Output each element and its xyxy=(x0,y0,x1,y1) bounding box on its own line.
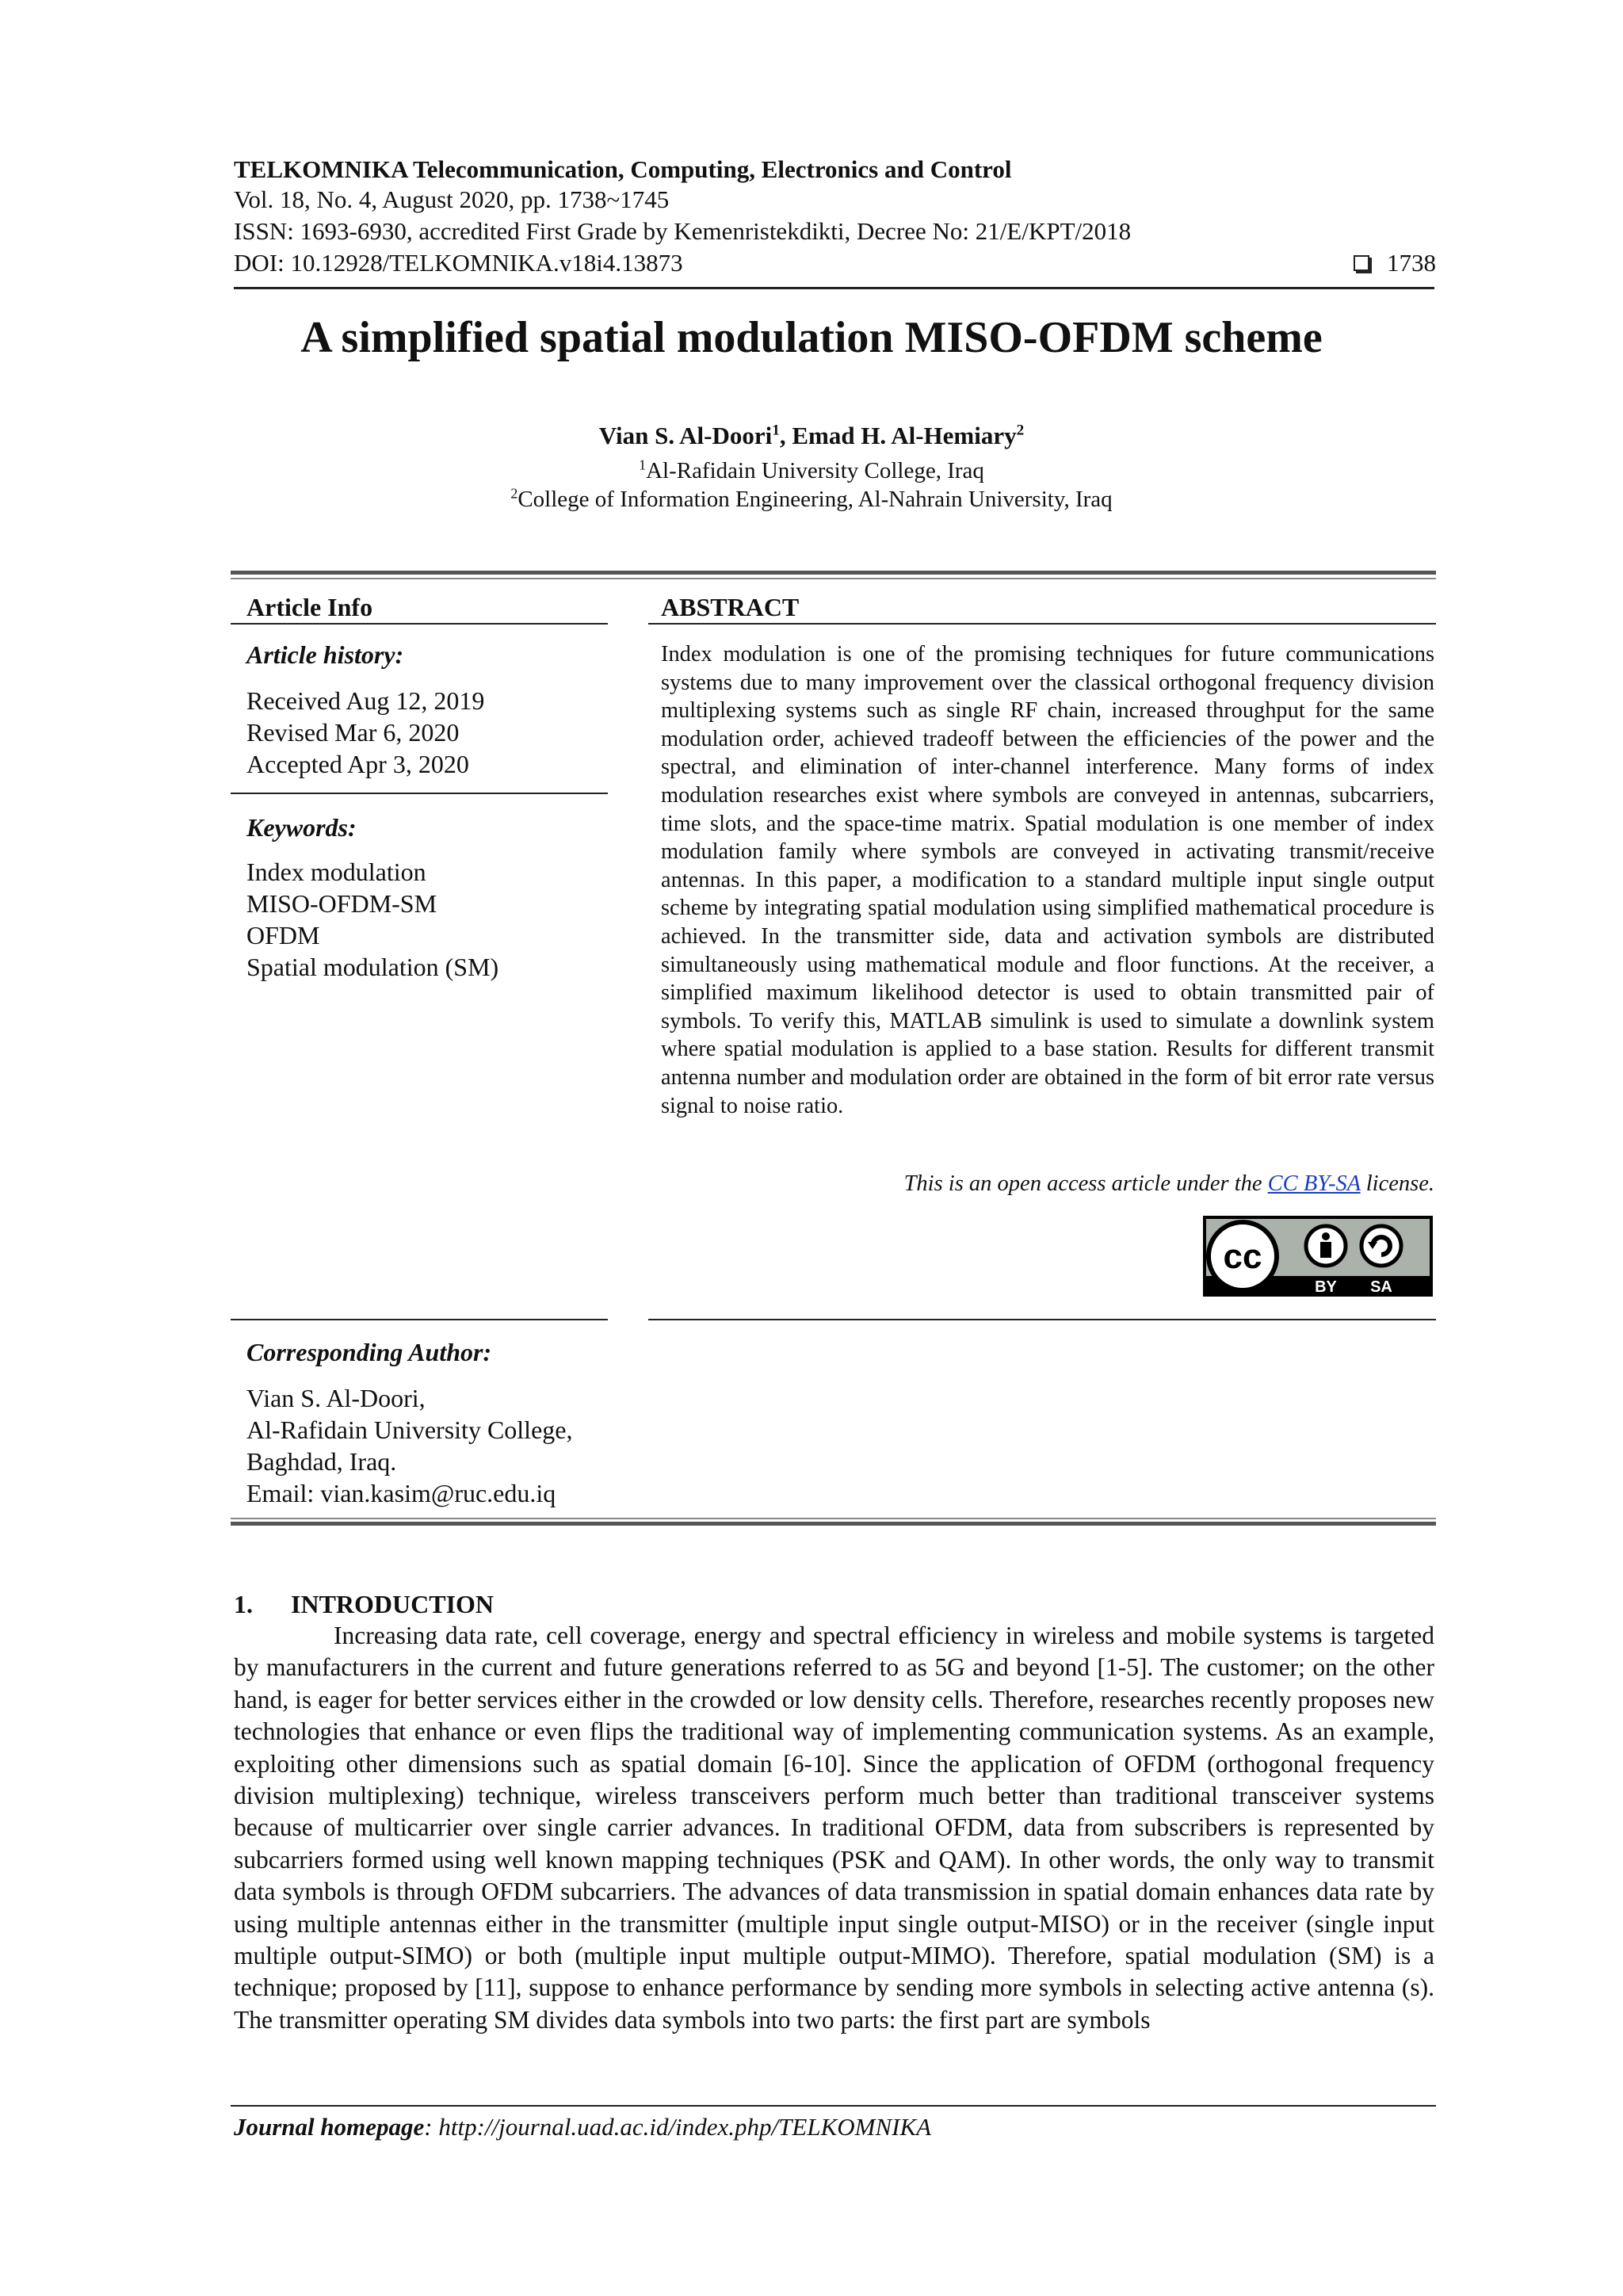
info-box-bottom-rule xyxy=(231,1522,1436,1526)
article-info-heading: Article Info xyxy=(246,593,373,621)
history-accepted: Accepted Apr 3, 2020 xyxy=(246,750,469,778)
affiliation-2-text: College of Information Engineering, Al-Nahrain University, Iraq xyxy=(517,487,1113,512)
corresponding-author-institution: Al-Rafidain University College, xyxy=(246,1415,573,1444)
history-received: Received Aug 12, 2019 xyxy=(246,686,485,715)
info-box-top-rule xyxy=(231,571,1436,575)
keyword-item: Index modulation xyxy=(246,858,426,886)
license-suffix: license. xyxy=(1360,1171,1434,1196)
page-number xyxy=(1354,249,1436,277)
article-info-rule xyxy=(231,623,608,625)
homepage-label: Journal homepage xyxy=(234,2113,425,2141)
author-separator: , xyxy=(779,422,792,449)
author-1: Vian S. Al-Doori xyxy=(598,422,773,449)
author-1-affil-marker: 1 xyxy=(772,422,780,439)
page-number-text: 1738 xyxy=(1387,249,1436,277)
journal-volume: Vol. 18, No. 4, August 2020, pp. 1738~1745 xyxy=(234,185,670,213)
cc-by-sa-badge-icon[interactable] xyxy=(1203,1216,1433,1297)
corresponding-author-heading: Corresponding Author: xyxy=(246,1338,492,1366)
corresponding-rule-left xyxy=(231,1319,608,1320)
keyword-item: OFDM xyxy=(246,921,320,949)
affiliation-1-text: Al-Rafidain University College, Iraq xyxy=(646,458,984,483)
abstract-text: Index modulation is one of the promising techniques for future communications systems due to many improvement over the classical orthogonal frequency division multiplexing systems such as single RF chain, increased throughput for the same modulation order, achieved tradeoff between the efficiencies of the power and the spectral, and elimination of inter-channel interference. Many forms of index modulation researches exist where symbols are conveyed in antennas, subcarriers, time slots, and the space-time matrix. Spatial modulation is one member of index modulation family where symbols are conveyed in activating transmit/receive antennas. In this paper, a modification to a standard multiple input single output scheme by integrating spatial modulation using simplified mathematical procedure is achieved. In the transmitter side, data and activation symbols are distributed simultaneously using mathematical module and floor functions. At the receiver, a simplified maximum likelihood detector is used to obtain transmitted pair of symbols. To verify this, MATLAB simulink is used to simulate a downlink system where spatial modulation is applied to a base station. Results for different transmit antenna number and modulation order are obtained in the form of bit error rate versus signal to noise ratio. xyxy=(661,642,1434,1118)
author-list xyxy=(0,422,1623,450)
corresponding-author-name: Vian S. Al-Doori, xyxy=(246,1384,426,1412)
journal-issn: ISSN: 1693-6930, accredited First Grade by Kemenristekdikti, Decree No: 21/E/KPT/2018 xyxy=(234,217,1132,245)
cc-badge-by-text: BY xyxy=(1315,1278,1337,1296)
abstract-heading: ABSTRACT xyxy=(661,593,800,621)
section-title: INTRODUCTION xyxy=(291,1590,495,1618)
cc-by-sa-link[interactable]: CC BY-SA xyxy=(1267,1171,1361,1196)
article-history-heading: Article history: xyxy=(246,640,404,669)
paper-title: A simplified spatial modulation MISO-OFDM scheme xyxy=(300,313,1323,362)
history-rule xyxy=(231,793,608,794)
article-history-list xyxy=(246,685,484,780)
keyword-item: Spatial modulation (SM) xyxy=(246,953,499,981)
journal-doi: DOI: 10.12928/TELKOMNIKA.v18i4.13873 xyxy=(234,249,683,277)
journal-homepage xyxy=(234,2113,931,2141)
corresponding-author-details xyxy=(246,1382,572,1509)
homepage-colon: : xyxy=(424,2113,439,2141)
header-rule xyxy=(234,287,1434,289)
introduction-heading xyxy=(234,1590,494,1619)
introduction-text: Increasing data rate, cell coverage, energy and spectral efficiency in wireless and mobile systems is targeted by manufacturers in the current and future generations referred to as 5G and beyond [1-5]. The customer; on the other hand, is eager for better services either in the crowded or low density cells. Therefore, researches recently proposes new technologies that enhance or even flips the traditional way of implementing communication systems. As an example, exploiting other dimensions such as spatial domain [6-10]. Since the application of OFDM (orthogonal frequency division multiplexing) technique, wireless transceivers perform much better than traditional transceiver systems because of multicarrier over single carrier advances. In traditional OFDM, data from subscribers is represented by subcarriers formed using well known mapping techniques (PSK and QAM). In other words, the only way to transmit data symbols is through OFDM subcarriers. The advances of data transmission in spatial domain enhances data rate by using multiple antennas either in the transmitter (multiple input single output-MISO) or in the receiver (single input multiple output-SIMO) or both (multiple input multiple output-MIMO). Therefore, spatial modulation (SM) is a technique; proposed by [11], suppose to enhance performance by sending more symbols in selecting active antenna (s). The transmitter operating SM divides data symbols into two parts: the first part are symbols xyxy=(234,1622,1434,2034)
license-note xyxy=(904,1171,1434,1197)
license-prefix: This is an open access article under the xyxy=(903,1171,1268,1196)
affiliation-1-marker: 1 xyxy=(639,457,647,473)
author-2-affil-marker: 2 xyxy=(1016,422,1025,439)
square-bullet-icon xyxy=(1354,255,1369,271)
info-box-bottom-rule-thin xyxy=(231,1518,1436,1519)
keywords-list xyxy=(246,856,498,983)
corresponding-rule-right xyxy=(648,1319,1436,1320)
affiliation-2 xyxy=(0,487,1623,513)
history-revised: Revised Mar 6, 2020 xyxy=(246,718,460,747)
affiliation-1 xyxy=(0,458,1623,484)
cc-badge-sa-text: SA xyxy=(1370,1278,1392,1296)
author-2: Emad H. Al-Hemiary xyxy=(792,422,1017,449)
journal-name: TELKOMNIKA Telecommunication, Computing, Electronics and Control xyxy=(234,155,1012,183)
corresponding-author-location: Baghdad, Iraq. xyxy=(246,1447,397,1476)
corresponding-author-email: Email: vian.kasim@ruc.edu.iq xyxy=(246,1479,556,1507)
affiliation-2-marker: 2 xyxy=(510,485,518,502)
abstract-rule xyxy=(648,623,1436,625)
info-box-top-rule-thin xyxy=(231,578,1436,579)
keywords-heading: Keywords: xyxy=(246,813,357,842)
footer-rule xyxy=(231,2105,1436,2107)
keyword-item: MISO-OFDM-SM xyxy=(246,889,437,918)
cc-badge-cc-text: cc xyxy=(1223,1237,1262,1276)
homepage-url[interactable]: http://journal.uad.ac.id/index.php/TELKOMNIKA xyxy=(438,2113,932,2141)
section-number: 1. xyxy=(234,1590,253,1618)
